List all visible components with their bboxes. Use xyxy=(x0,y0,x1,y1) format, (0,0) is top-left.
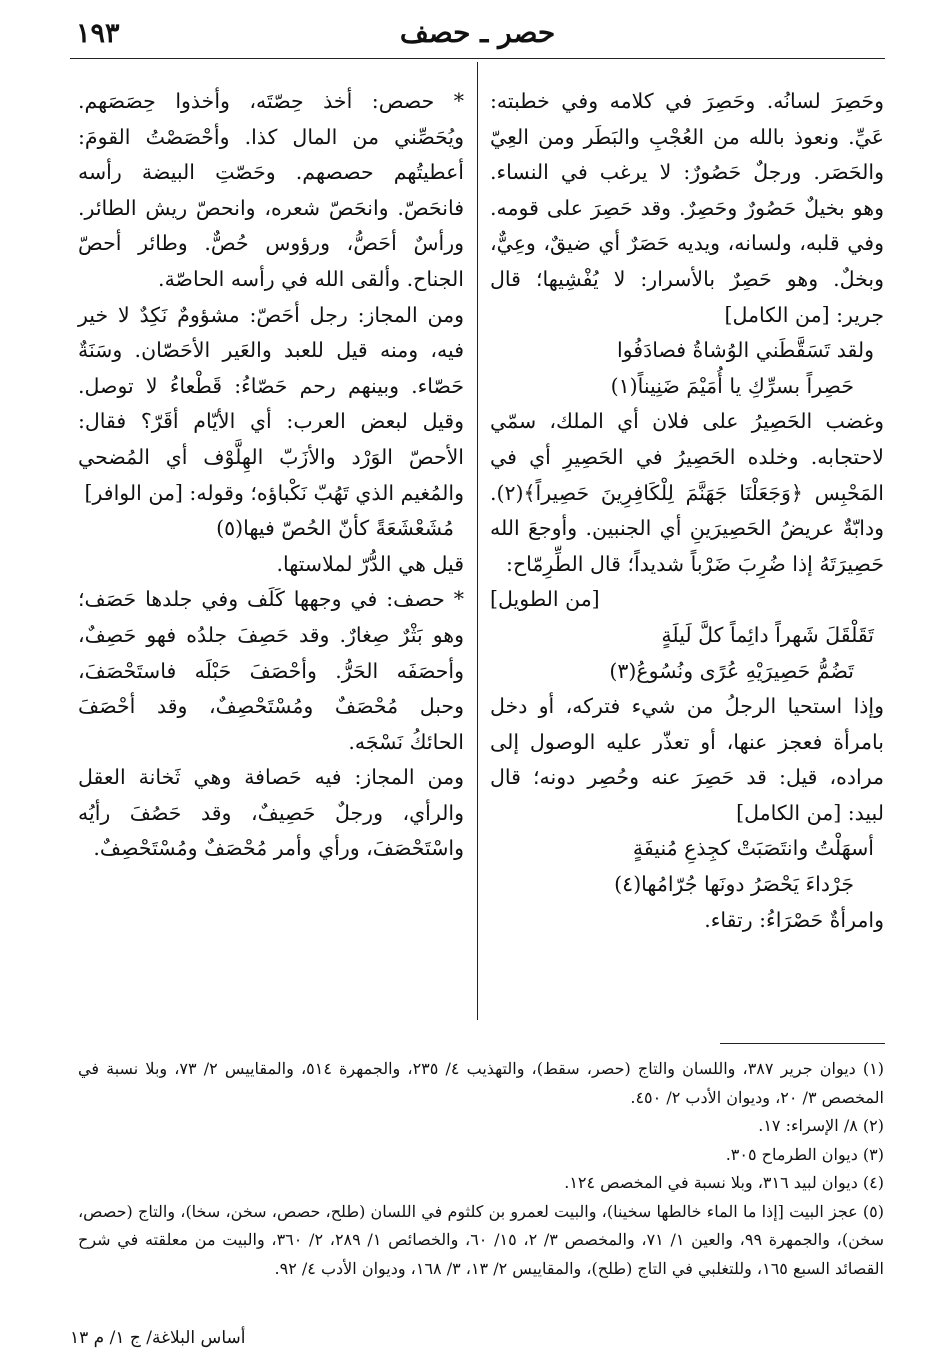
verse-line: تَقَلْقَلَ شَهراً دائِماً كلَّ لَيلَةٍ xyxy=(661,622,874,647)
footnotes xyxy=(78,1055,884,1283)
page-number: ١٩٣ xyxy=(76,18,120,49)
entry-paragraph: * حصف: في وجهها كَلَف وفي جلدها حَصَف؛ وهو بَثْرٌ صِغارٌ. وقد حَصِفَ جلدُه فهو حَصِفٌ، وأحصَفَه الحَرُّ. وأحْصَفَ حَبْلَه فاستَحْصَفَ، وحبل مُحْصَفٌ ومُسْتَحْصِفٌ، وقد أحْصَفَ الحائكُ نَسْجَه. xyxy=(78,587,464,754)
entry-paragraph: وامرأةٌ حَصْرَاءُ: رتقاء. xyxy=(704,907,884,932)
page-footer: أساس البلاغة/ ج ١/ م ١٣ xyxy=(70,1328,246,1348)
column-divider xyxy=(477,62,478,1020)
entry-paragraph: * حصص: أخذ حِصّتَه، وأخذوا حِصَصَهم. ويُحَصِّني من المال كذا. وأحْصَصْتُ القومَ: أعطيتُهم حصصهم. وحَصّتِ البيضة رأسه فانحَصّ. وانحَصّ شعره، وانحصّ ريش الطائر. ورأسٌ أحَصُّ، ورؤوس حُصٌّ. وطائر أحصّ الجناح. وألقى الله في رأسه الحاصّة. xyxy=(78,89,464,291)
footnote-divider xyxy=(720,1043,885,1044)
footnote: (١) ديوان جرير ٣٨٧، واللسان والتاج (حصر، سقط)، والتهذيب ٤/ ٢٣٥، والجمهرة ٥١٤، والمقاييس ٢/ ٧٣، وبلا نسبة في المخصص ٣/ ٢٠، وديوان الأدب ٢/ ٤٥٠. xyxy=(78,1059,885,1107)
verse-line: جَرْداءَ يَحْصَرُ دونَها جُرّامُها(٤) xyxy=(614,872,854,897)
right-column xyxy=(490,84,884,938)
page-header xyxy=(70,14,885,59)
entry-paragraph: ومن المجاز: رجل أحَصّ: مشؤومٌ نَكِدٌ لا خير فيه، ومنه قيل للعبد والعَير الأحَصّان. وسَنَةٌ حَصّاء. وبينهم رحم حَصّاءُ: قَطْعاءُ لا توصل. وقيل لبعض العرب: أي الأيّام أقَرّ؟ فقال: الأحصّ الوَرْد والأزَبّ الهِلَّوْف أي المُضحي والمُغيم الذي تَهُبّ نَكْباؤه؛ وقوله: [من الوافر] xyxy=(78,302,464,505)
entry-paragraph: قيل هي الدُّرّ لملاستها. xyxy=(276,551,464,576)
verse-line: حَصِراً بسرِّكِ يا أُمَيْمَ ضَنِيناً(١) xyxy=(610,373,854,398)
verse-line: تَضُمُّ حَصِيرَيْهِ عُرًى ونُسُوعُ(٣) xyxy=(609,658,854,683)
page-title: حصر ـ حصف xyxy=(399,16,556,49)
verse-line: مُشَعْشَعَةً كأنّ الحُصّ فيها(٥) xyxy=(216,516,454,541)
footnote: (٢) ٨/ الإسراء: ١٧. xyxy=(758,1116,884,1135)
meter-label: [من الطويل] xyxy=(490,587,600,612)
entry-paragraph: وإذا استحيا الرجلُ من شيء فترکه، أو دخل بامرأة فعجز عنها، أو تعذّر عليه الوصول إلى مراده، قيل: قد حَصِرَ عنه وحُصِر دونه؛ قال لبيد: [من الكامل] xyxy=(490,694,884,825)
entry-paragraph: ومن المجاز: فيه حَصافة وهي ثَخانة العقل والرأي، ورجلٌ حَصِيفٌ، وقد حَصُفَ رأيُه واسْتَحْصَفَ، ورأي وأمر مُحْصَفٌ ومُسْتَحْصِفٌ. xyxy=(78,765,464,861)
verse-line: ولقد تَسَقَّطَني الوُشاةُ فصادَفُوا xyxy=(616,338,874,363)
left-column xyxy=(78,84,464,867)
entry-paragraph: وحَصِرَ لسانُه. وحَصِرَ في كلامه وفي خطبته: عَيِّ. ونعوذ بالله من العُجْبِ والبَطَر ومن العِيّ والحَصَر. ورجلٌ حَصُورٌ: لا يرغب في النساء. وهو بخيلٌ حَصُورٌ وحَصِرٌ. وقد حَصِرَ على قومه. وفي قلبه، ولسانه، ويديه حَصَرٌ أي ضيقٌ، وعِيٌّ، وبخلٌ. وهو حَصِرٌ بالأسرار: لا يُفْشِيها؛ قال جرير: [من الكامل] xyxy=(490,89,884,327)
footnote: (٥) عجز البيت [إذا ما الماء خالطها سخينا)، والبيت لعمرو بن كلثوم في اللسان (طلح، حصص، سخن، سخا)، والتاج (حصص، سخن)، والجمهرة ٩٩، والعين ١/ ٧١، والمخصص ٣/ ٢، ١٥/ ٦٠، والخصائص ١/ ٢٨٩، ٢/ ٣٦٠، والبيت من معلقته في شرح القصائد السبع ١٦٥، وللتغلبي في التاج (طلح)، والمقاييس ٢/ ١٣، ٣/ ١٦٨، وديوان الأدب ٤/ ٩٢. xyxy=(78,1201,884,1278)
footnote: (٤) ديوان لبيد ٣١٦، وبلا نسبة في المخصص ١٢٤. xyxy=(564,1173,884,1192)
entry-paragraph: وغضب الحَصِيرُ على فلان أي الملك، سمّي لاحتجابه. وخلده الحَصِيرُ في الحَصِيرِ أي في المَحْبِس ﴿وَجَعَلْنَا جَهَنَّمَ لِلْكَافِرِينَ حَصِيراً﴾(٢). ودابّةٌ عريضُ الحَصِيرَينِ أي الجنبين. وأوجعَ الله حَصِيرَتَهُ إذا ضُرِبَ ضَرْباً شديداً؛ قال الطِّرِمّاح: xyxy=(490,409,884,576)
footnote: (٣) ديوان الطرماح ٣٠٥. xyxy=(725,1144,884,1164)
verse-line: أسهَلْتُ وانتَصَبَتْ كجِذعِ مُنيفَةٍ xyxy=(632,836,874,861)
